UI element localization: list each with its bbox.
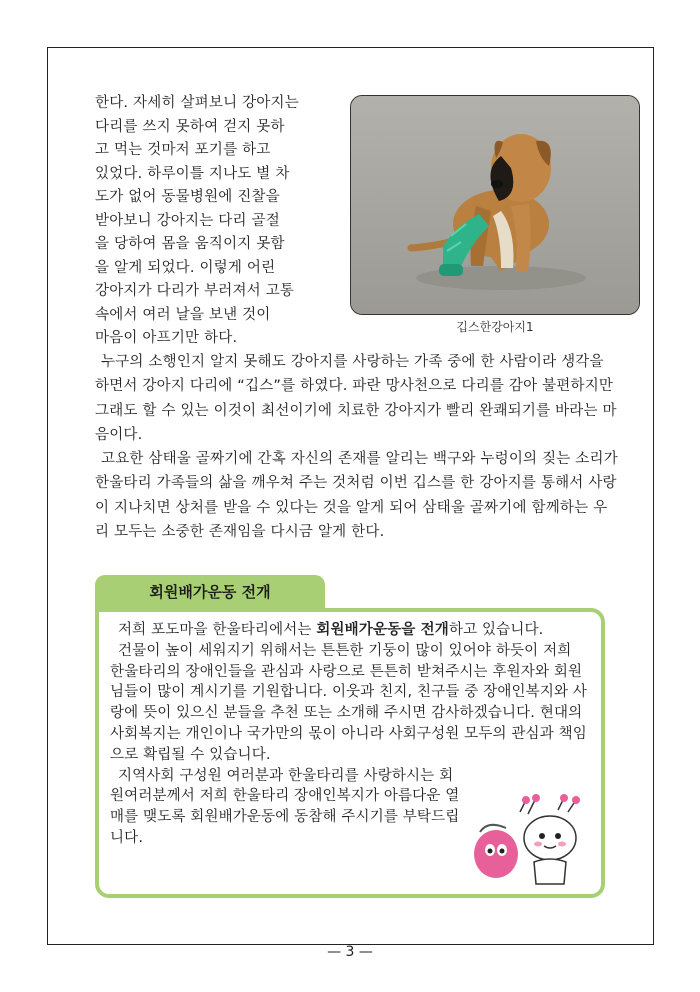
intro-line: 다리를 쓰지 못하여 걷지 못하 [95,118,285,135]
intro-line: 마음이 아프기만 하다. [95,330,238,346]
section-title: 회원배가운동 전개 [95,575,325,608]
section-text-span: 하고 있습니다. [448,622,544,638]
intro-line: 도가 없어 동물병원에 진찰을 [95,189,280,205]
page-number: — 3 — [327,944,373,960]
intro-line: 한다. 자세히 살펴보니 강아지는 [95,95,299,111]
section-paragraph [110,620,588,641]
body-text [95,350,620,544]
intro-line: 있었다. 하루이틀 지나도 별 차 [95,165,290,182]
intro-line: 을 당하여 몸을 움직이지 못함 [95,236,285,252]
paragraph: 누구의 소행인지 알지 못해도 강아지를 사랑하는 가족 중에 한 사람이라 생각을 하면서 강아지 다리에 “깁스”를 하였다. 파란 망사천으로 다리를 감아 불편하지만 그래도 할 수 있는 이것이 최선이기에 치료한 강아지가 빨리 완쾌되기를 바라는 마음이다. [95,354,617,443]
intro-line: 고 먹는 것마저 포기를 하고 [95,142,271,158]
intro-line: 받아보니 강아지는 다리 골절 [95,212,280,229]
intro-line: 을 알게 되었다. 이렇게 어린 [95,259,276,276]
section-paragraph: 지역사회 구성원 여러분과 한울타리를 사랑하시는 회원여러분께서 저희 한울타리 장애인복지가 아름다운 열매를 맺도록 회원배가운동에 동참해 주시기를 부탁드립니다. [110,767,460,846]
intro-text [95,92,343,351]
section-text-span: 저희 포도마을 한울타리에서는 [118,622,317,638]
mascot-illustration [468,792,590,890]
section-emphasis: 회원배가운동을 전개 [316,622,449,638]
intro-line: 속에서 여러 날을 보낸 것이 [95,306,271,323]
paragraph: 고요한 삼태울 골짜기에 간혹 자신의 존재를 알리는 백구와 누렁이의 짖는 소리가 한울타리 가족들의 삶을 깨우쳐 주는 것처럼 이번 깁스를 한 강아지를 통해서 사랑이 지나치면 상처를 받을 수 있다는 것을 알게 되어 삼태울 골짜기에 함께하는 우리 모두는 소중한 존재임을 다시금 알게 한다. [95,451,618,541]
photo-caption: 깁스한강아지1 [456,320,534,334]
section-paragraph: 건물이 높이 세워지기 위해서는 튼튼한 기둥이 많이 있어야 하듯이 저희 한울타리의 장애인들을 관심과 사랑으로 튼튼히 받쳐주시는 후원자와 회원님들이 많이 계시기를 기원합니다. 이웃과 친지, 친구들 중 장애인복지와 사랑에 뜻이 있으신 분들을 추천 또는 소개해 주시면 감사하겠습니다. 현대의 사회복지는 개인이나 국가만의 몫이 아니라 사회구성원 모두의 관심과 책임으로 확립될 수 있습니다. [110,642,588,763]
puppy-photo [350,95,640,315]
intro-line: 강아지가 다리가 부러져서 고통 [95,283,295,299]
